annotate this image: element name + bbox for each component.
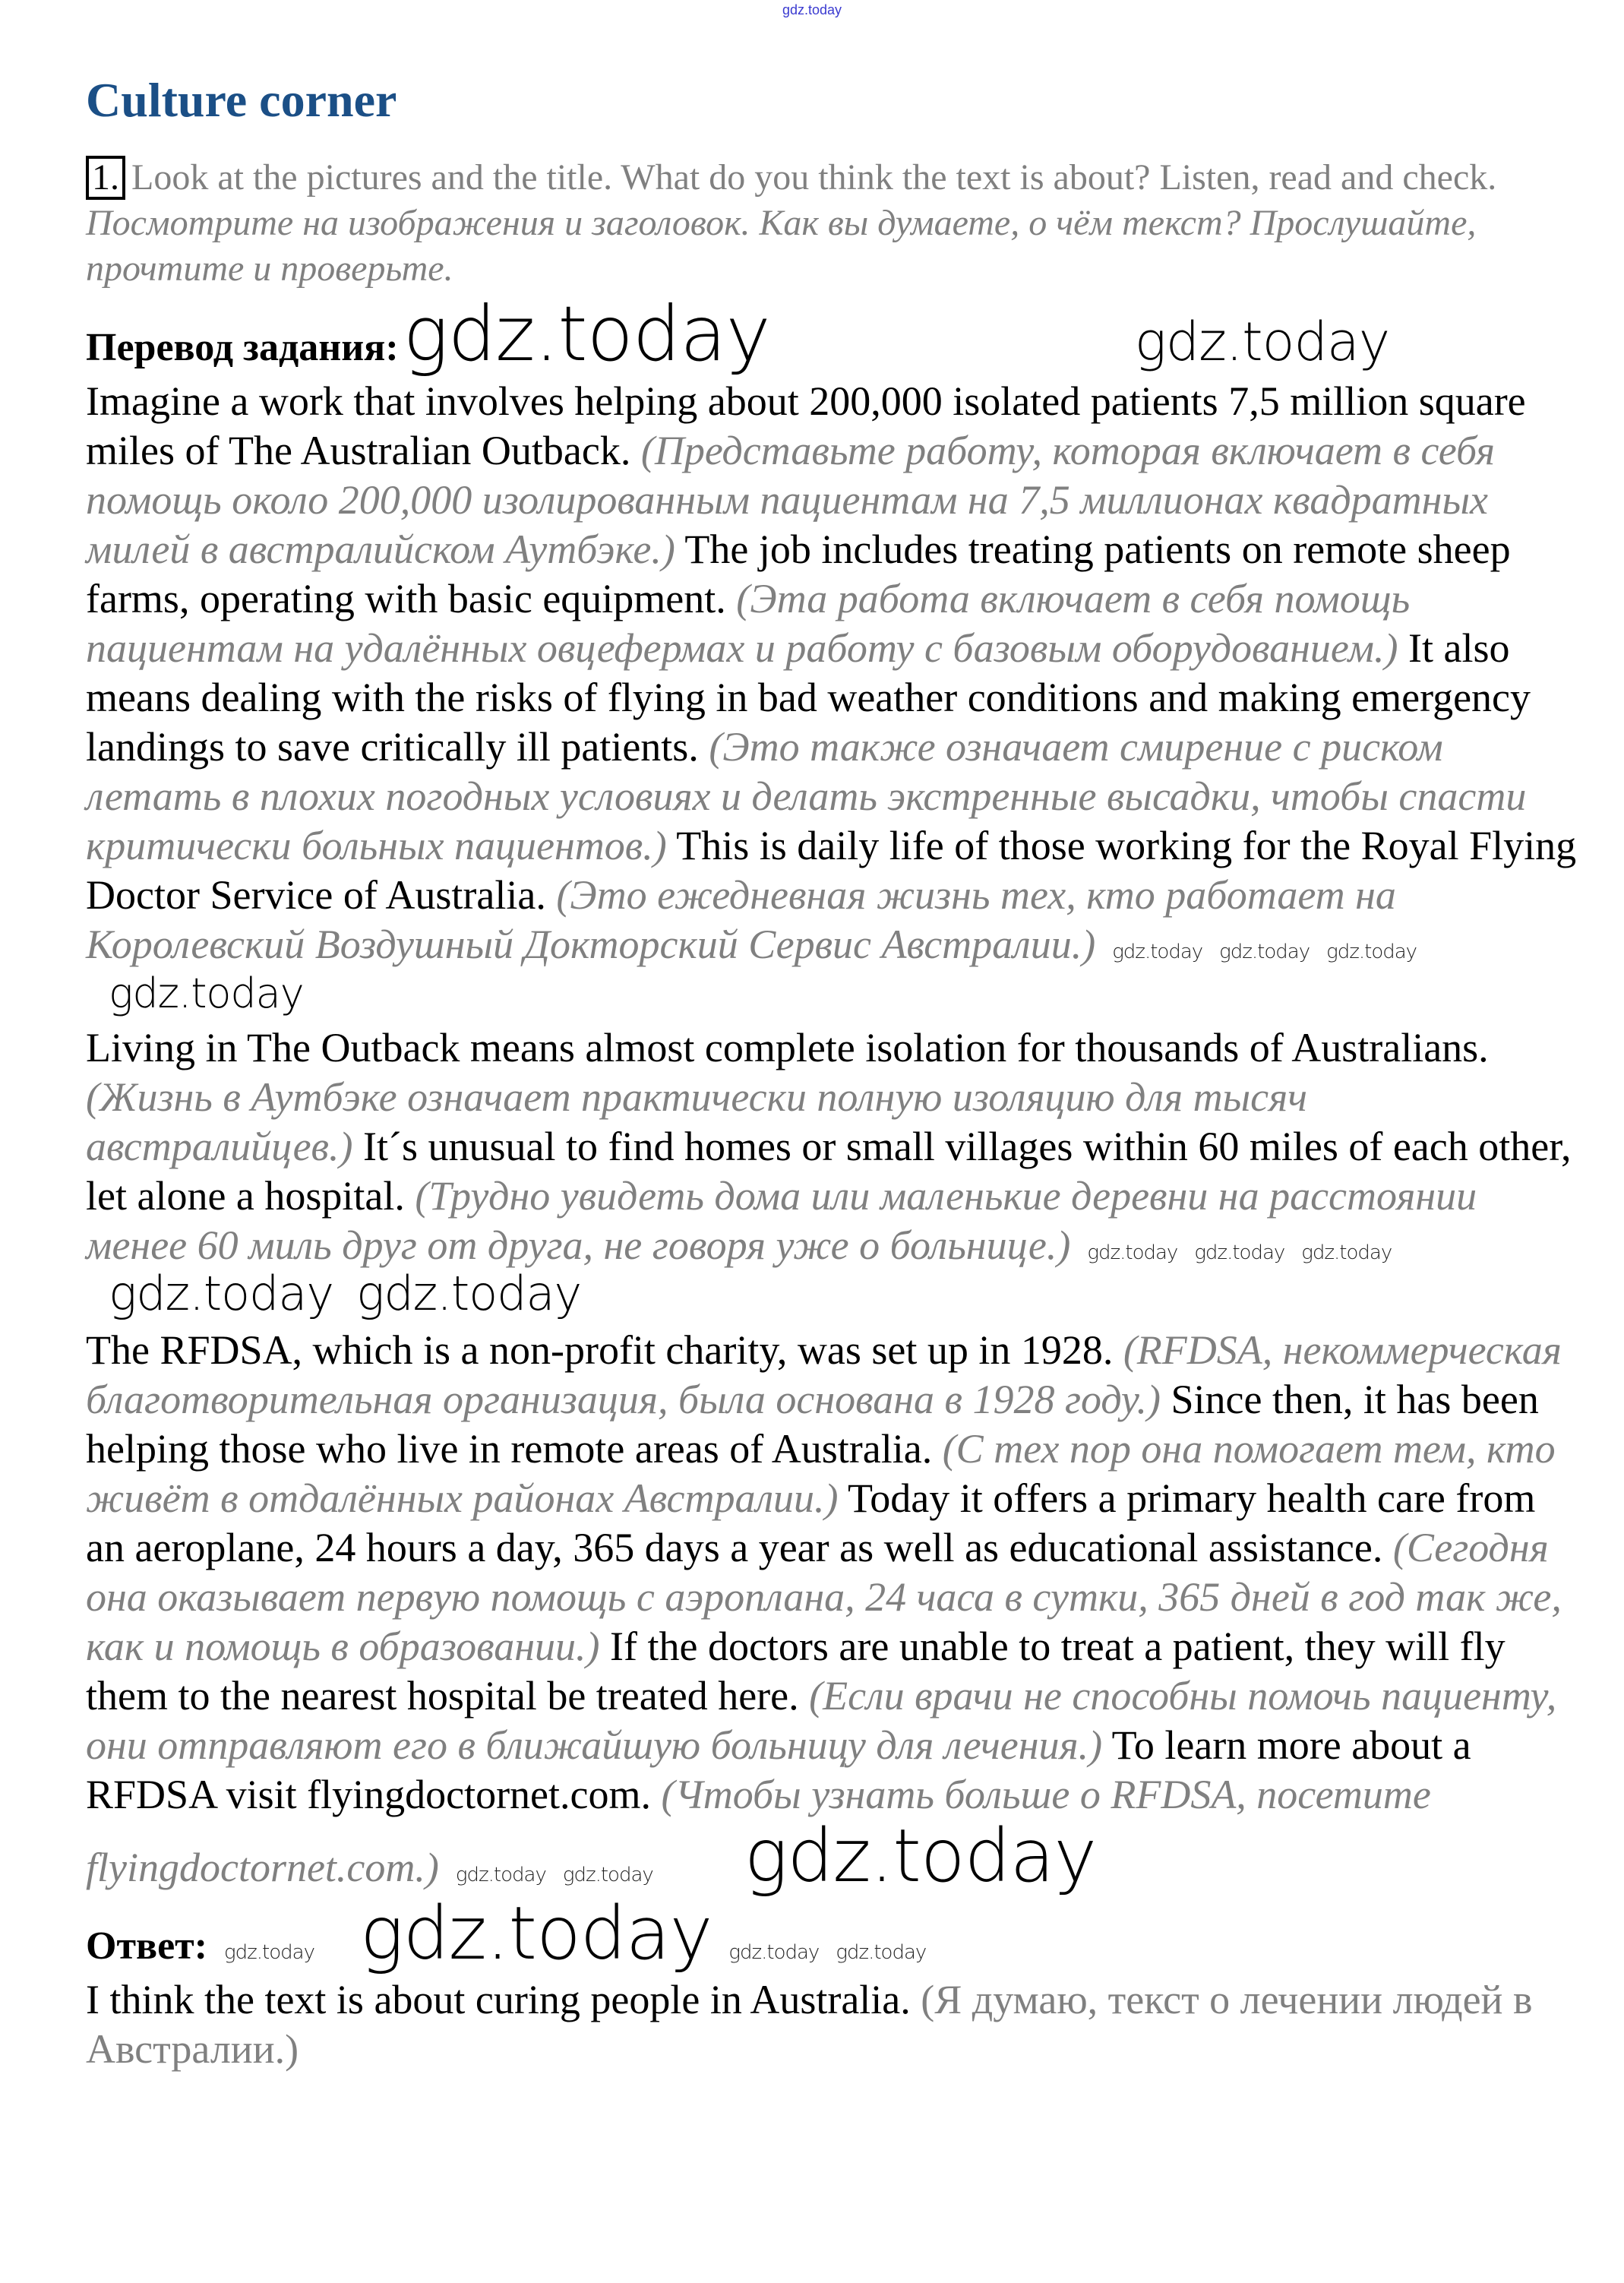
sentence-en: Living in The Outback means almost complete isolation for thousands of Australians.: [86, 1025, 1489, 1070]
watermark: gdz.today: [728, 1941, 820, 1964]
sentence-en: Imagine a work that involves helping about 200,000 isolated patients 7,5 million square miles of The Australian Outback.: [86, 378, 1526, 473]
sentence-en: It´s unusual to find homes or small villages within 60 miles of each other, let alone a hospital.: [86, 1124, 1572, 1219]
watermark: gdz.today: [109, 1266, 334, 1321]
sentence-ru: (Трудно увидеть дома или маленькие деревни на расстоянии менее 60 миль друг от друга, не говоря уже о больнице.): [86, 1173, 1477, 1268]
sentence-en: To learn more about a RFDSA visit flyingdoctornet.com.: [86, 1722, 1471, 1817]
translation-heading: Перевод задания:: [86, 326, 399, 369]
paragraph-1: [86, 377, 1578, 1019]
task-text-ru: Посмотрите на изображения и заголовок. Как вы думаете, о чём текст? Прослушайте, прочтите и проверьте.: [86, 203, 1477, 289]
sentence-ru: (Чтобы узнать больше о RFDSA, посетите flyingdoctornet.com.): [86, 1772, 1431, 1890]
watermark: gdz.today: [403, 289, 770, 378]
watermark: gdz.today: [836, 1941, 927, 1964]
sentence-ru: (Если врачи не способны помочь пациенту, они отправляют его в ближайшую больницу для лечения.): [86, 1673, 1557, 1768]
task-instruction: [86, 155, 1578, 292]
sentence-ru: (RFDSA, некоммерческая благотворительная организация, была основана в 1928 году.): [86, 1327, 1562, 1422]
watermark: gdz.today: [1134, 311, 1390, 373]
page-title: Culture corner: [86, 73, 397, 127]
sentence-ru: (С тех пор она помогает тем, кто живёт в отдалённых районах Австралии.): [86, 1426, 1556, 1521]
answer-ru: (Я думаю, текст о лечении людей в Австралии.): [86, 1977, 1533, 2072]
sentence-en: This is daily life of those working for the Royal Flying Doctor Service of Australia.: [86, 823, 1577, 918]
watermark: gdz.today: [359, 1891, 712, 1976]
sentence-ru: (Сегодня она оказывает первую помощь с аэроплана, 24 часа в сутки, 365 дней в год так же, как и помощь в образовании.): [86, 1525, 1562, 1669]
paragraph-3: [86, 1326, 1578, 1899]
watermark: gdz.today: [1219, 941, 1310, 963]
watermark: gdz.today: [224, 1941, 314, 1964]
task-number: 1.: [86, 156, 125, 200]
answer-en: I think the text is about curing people in Australia.: [86, 1977, 911, 2022]
watermark: gdz.today: [356, 1266, 582, 1321]
watermark: gdz.today: [1326, 941, 1417, 963]
watermark: gdz.today: [744, 1813, 1097, 1899]
sentence-ru: (Жизнь в Аутбэке означает практически полную изоляцию для тысяч австралийцев.): [86, 1074, 1307, 1169]
sentence-en: Since then, it has been helping those who live in remote areas of Australia.: [86, 1377, 1539, 1472]
answer-text: [86, 1975, 1578, 2074]
sentence-en: The job includes treating patients on remote sheep farms, operating with basic equipment.: [86, 526, 1511, 621]
sentence-ru: (Это также означает смирение с риском летать в плохих погодных условиях и делать экстренные высадки, чтобы спасти критически больных пациентов.): [86, 724, 1527, 868]
answer-heading: Ответ:: [86, 1924, 208, 1968]
watermark: gdz.today: [109, 969, 304, 1017]
watermark: gdz.today: [1087, 1241, 1178, 1264]
answer-heading-row: [86, 1891, 1578, 1976]
watermark: gdz.today: [1194, 1241, 1285, 1264]
sentence-en: If the doctors are unable to treat a patient, they will fly them to the nearest hospital be treated here.: [86, 1624, 1506, 1719]
sentence-ru: (Представьте работу, которая включает в себя помощь около 200,000 изолированным пациентам на 7,5 миллионах квадратных милей в австралийском Аутбэке.): [86, 428, 1495, 572]
watermark: gdz.today: [1112, 941, 1203, 963]
sentence-ru: (Эта работа включает в себя помощь пациентам на удалённых овцефермах и работу с базовым оборудованием.): [86, 576, 1411, 671]
sentence-en: It also means dealing with the risks of flying in bad weather conditions and making emergency landings to save critically ill patients.: [86, 625, 1531, 770]
translation-heading-row: [86, 289, 1578, 378]
watermark: gdz.today: [455, 1864, 546, 1886]
task-text-en: Look at the pictures and the title. What do you think the text is about? Listen, read and check.: [131, 157, 1497, 198]
paragraph-2: [86, 1023, 1578, 1321]
sentence-en: Today it offers a primary health care from an aeroplane, 24 hours a day, 365 days a year as well as educational assistance.: [86, 1475, 1536, 1570]
sentence-ru: (Это ежедневная жизнь тех, кто работает на Королевский Воздушный Докторский Сервис Австралии.): [86, 872, 1396, 967]
sentence-en: The RFDSA, which is a non-profit charity, was set up in 1928.: [86, 1327, 1114, 1373]
watermark: gdz.today: [562, 1864, 653, 1886]
top-watermark: gdz.today: [782, 2, 842, 17]
watermark: gdz.today: [1301, 1241, 1392, 1264]
